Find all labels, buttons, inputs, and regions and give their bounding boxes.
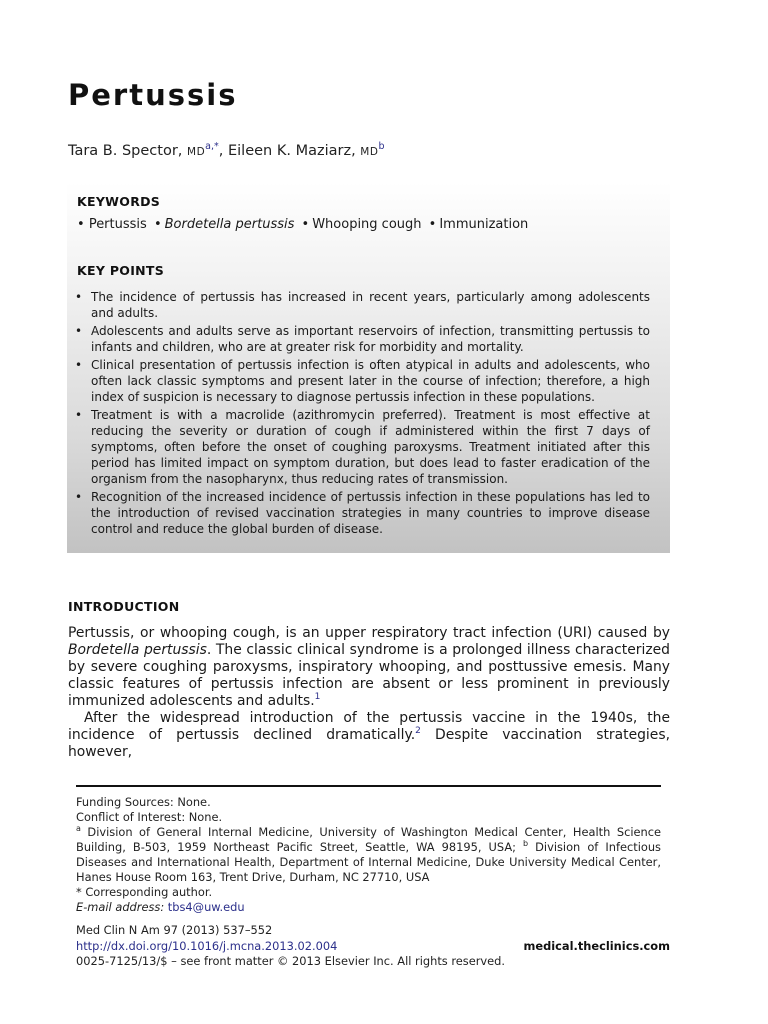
journal-site-link[interactable]: medical.theclinics.com <box>523 938 670 953</box>
keywords-keypoints-box <box>67 182 670 553</box>
key-point-text: Recognition of the increased incidence of pertussis infection in these populations has led to the introduction of revised vaccination strategies in many countries to improve disease control and reduce the global burden of disease. <box>91 490 650 536</box>
key-point-text: Clinical presentation of pertussis infection is often atypical in adults and adolescents, who often lack classic symptoms and present later in the course of infection; therefore, a high index of suspicion is necessary to diagnose pertussis infection in these populations. <box>91 358 650 404</box>
affiliations-note <box>76 825 661 885</box>
key-point-text: Treatment is with a macrolide (azithromycin preferred). Treatment is most effective at reducing the severity or duration of cough if administered within the first 7 days of symptoms, often before the onset of coughing paroxysms. Treatment initiated after this period has limited impact on symptom duration, but does lead to faster eradication of the organism from the nasopharynx, thus reducing rates of transmission. <box>91 408 650 486</box>
key-points-heading: KEY POINTS <box>77 263 165 278</box>
doi-link[interactable]: http://dx.doi.org/10.1016/j.mcna.2013.02.004 <box>76 938 338 953</box>
keyword-item: Pertussis <box>88 217 147 232</box>
species-name: Bordetella pertussis <box>68 642 207 658</box>
author-degree: MD <box>187 146 206 158</box>
author-affiliation-mark[interactable]: a,* <box>205 141 219 152</box>
author-degree: MD <box>360 146 379 158</box>
introduction-heading: INTRODUCTION <box>68 599 180 614</box>
affiliation-a: Division of General Internal Medicine, University of Washington Medical Center, Health Science Building, B-503, 1959 Northeast Pacific Street, Seattle, WA 98195, USA; <box>76 825 661 854</box>
introduction-body <box>68 625 670 761</box>
author-name: Eileen K. Maziarz, <box>227 143 356 159</box>
email-link[interactable]: tbs4@uw.edu <box>167 900 245 914</box>
affiliation-mark: a <box>76 824 81 833</box>
author-affiliation-mark[interactable]: b <box>378 141 385 152</box>
paragraph-text: Despite vaccination strategies, however, <box>68 727 670 760</box>
author-line <box>68 143 384 159</box>
bullet: • <box>75 408 83 422</box>
paragraph <box>68 625 670 710</box>
paragraph-text: Pertussis, or whooping cough, is an upper respiratory tract infection (URI) caused by <box>68 625 670 641</box>
corresponding-note: * Corresponding author. <box>76 885 213 899</box>
keywords-list <box>77 217 528 232</box>
bullet: • <box>75 324 83 338</box>
affiliation-b: Division of Infectious Diseases and International Health, Department of Internal Medicine, Duke University Medical Center, Hanes House Room 163, Trent Drive, Durham, NC 27710, USA <box>76 840 661 884</box>
journal-citation: Med Clin N Am 97 (2013) 537–552 <box>76 923 273 937</box>
list-item <box>75 407 650 487</box>
paragraph-text: After the widespread introduction of the pertussis vaccine in the 1940s, the incidence of pertussis declined dramatically. <box>68 710 670 743</box>
list-item <box>75 489 650 537</box>
affiliation-mark: b <box>523 839 529 848</box>
author-separator: , <box>218 143 228 159</box>
keyword-bullet: • <box>77 217 85 232</box>
keyword-item: Whooping cough <box>312 217 422 232</box>
list-item <box>75 289 650 321</box>
funding-note: Funding Sources: None. <box>76 795 211 809</box>
keyword-bullet: • <box>153 217 162 232</box>
journal-info <box>76 923 670 970</box>
key-point-text: Adolescents and adults serve as important reservoirs of infection, transmitting pertussis to infants and children, who are at greater risk for morbidity and mortality. <box>91 324 650 354</box>
citation-ref[interactable]: 2 <box>415 726 421 736</box>
bullet: • <box>75 290 83 304</box>
keyword-bullet: • <box>428 217 437 232</box>
author-name: Tara B. Spector, <box>68 143 183 159</box>
paragraph-text: . The classic clinical syndrome is a prolonged illness characterized by severe coughing paroxysms, inspiratory whooping, and posttussive emesis. Many classic features of pertussis infection are absent or less prominent in previously immunized adolescents and adults. <box>68 642 670 709</box>
conflict-note: Conflict of Interest: None. <box>76 810 223 824</box>
keyword-bullet: • <box>301 217 310 232</box>
list-item <box>75 357 650 405</box>
keywords-heading: KEYWORDS <box>77 194 161 209</box>
keyword-item: Immunization <box>439 217 529 232</box>
footnote-divider <box>76 785 661 787</box>
keyword-item: Bordetella pertussis <box>164 217 295 232</box>
journal-doi-row <box>76 939 670 955</box>
paragraph <box>68 710 670 761</box>
email-label: E-mail address: <box>76 900 165 914</box>
key-point-text: The incidence of pertussis has increased in recent years, particularly among adolescents and adults. <box>91 290 650 320</box>
list-item <box>75 323 650 355</box>
footnotes <box>76 795 661 915</box>
email-note <box>76 900 661 915</box>
key-points-list <box>75 289 650 539</box>
bullet: • <box>75 490 83 504</box>
citation-ref[interactable]: 1 <box>314 692 321 702</box>
copyright-line: 0025-7125/13/$ – see front matter © 2013 Elsevier Inc. All rights reserved. <box>76 954 506 968</box>
article-title: Pertussis <box>68 78 238 112</box>
bullet: • <box>75 358 83 372</box>
